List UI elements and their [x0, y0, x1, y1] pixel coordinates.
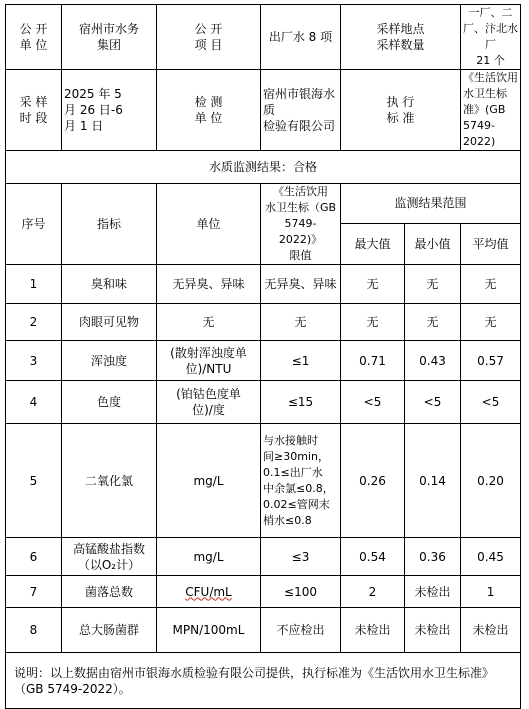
row-seq: 4 [6, 381, 62, 424]
row-avg: 1 [461, 576, 521, 608]
test-unit-label: 检 测 单 位 [157, 70, 261, 151]
standard-label: 执 行 标 准 [341, 70, 461, 151]
disclose-unit-value: 宿州市水务 集团 [62, 5, 157, 70]
table-row [6, 576, 521, 608]
row-max: 0.26 [341, 424, 405, 538]
sampling-label: 采样地点 采样数量 [341, 5, 461, 70]
row-avg: 未检出 [461, 608, 521, 653]
row-min: 无 [405, 304, 461, 341]
row-limit: 无 [261, 304, 341, 341]
table-row [6, 304, 521, 341]
row-indicator: 臭和味 [62, 265, 157, 304]
row-indicator: 色度 [62, 381, 157, 424]
result-summary: 水质监测结果：合格 [6, 151, 521, 184]
column-header-row-1 [6, 184, 521, 224]
row-max: 0.54 [341, 538, 405, 576]
row-unit: 无异臭、异味 [157, 265, 261, 304]
row-limit: 与水接触时 间≥30min， 0.1≤出厂水 中余氯≤0.8， 0.02≤管网末 梢水≤0.8 [261, 424, 341, 538]
row-seq: 8 [6, 608, 62, 653]
water-quality-report-table [5, 4, 521, 709]
table-row [6, 608, 521, 653]
row-unit: MPN/100mL [157, 608, 261, 653]
col-min-header: 最小值 [405, 223, 461, 264]
table-row [6, 341, 521, 381]
row-indicator: 浑浊度 [62, 341, 157, 381]
disclose-item-label: 公 开 项 目 [157, 5, 261, 70]
test-unit-value: 宿州市银海水质 检验有限公司 [261, 70, 341, 151]
standard-value: 《生活饮用水卫生标 准》(GB 5749-2022) [461, 70, 521, 151]
row-avg: 0.57 [461, 341, 521, 381]
table-row [6, 538, 521, 576]
row-seq: 2 [6, 304, 62, 341]
row-min: 无 [405, 265, 461, 304]
row-min: 0.14 [405, 424, 461, 538]
header-row-2 [6, 70, 521, 151]
row-max: 无 [341, 304, 405, 341]
disclose-item-value: 出厂水 8 项 [261, 5, 341, 70]
row-indicator: 二氧化氯 [62, 424, 157, 538]
col-indicator-header: 指标 [62, 184, 157, 265]
row-limit: ≤15 [261, 381, 341, 424]
row-seq: 7 [6, 576, 62, 608]
row-seq: 6 [6, 538, 62, 576]
col-unit-header: 单位 [157, 184, 261, 265]
summary-row [6, 151, 521, 184]
note-text: 说明：以上数据由宿州市银海水质检验有限公司提供，执行标准为《生活饮用水卫生标准》 （GB 5749-2022）。 [6, 653, 521, 709]
row-unit: (散射浑浊度单 位)/NTU [157, 341, 261, 381]
table-row [6, 265, 521, 304]
sampling-value: 一厂、二厂、汴北水厂 21 个 [461, 5, 521, 70]
col-range-header: 监测结果范围 [341, 184, 521, 224]
row-unit: 无 [157, 304, 261, 341]
row-seq: 1 [6, 265, 62, 304]
row-min: 0.36 [405, 538, 461, 576]
row-min: <5 [405, 381, 461, 424]
sampling-time-value: 2025 年 5 月 26 日-6 月 1 日 [62, 70, 157, 151]
table-row [6, 424, 521, 538]
header-row-1 [6, 5, 521, 70]
row-max: 2 [341, 576, 405, 608]
row-limit: ≤1 [261, 341, 341, 381]
row-max: 未检出 [341, 608, 405, 653]
row-seq: 5 [6, 424, 62, 538]
row-avg: 0.20 [461, 424, 521, 538]
row-avg: 无 [461, 304, 521, 341]
row-unit-text: CFU/mL [185, 584, 232, 599]
sampling-time-label: 采 样 时 段 [6, 70, 62, 151]
row-indicator: 肉眼可见物 [62, 304, 157, 341]
row-max: 0.71 [341, 341, 405, 381]
row-avg: 0.45 [461, 538, 521, 576]
row-min: 未检出 [405, 576, 461, 608]
disclose-unit-label: 公 开 单 位 [6, 5, 62, 70]
row-max: 无 [341, 265, 405, 304]
row-max: <5 [341, 381, 405, 424]
row-limit: ≤3 [261, 538, 341, 576]
row-min: 0.43 [405, 341, 461, 381]
row-limit: ≤100 [261, 576, 341, 608]
row-limit: 无异臭、异味 [261, 265, 341, 304]
row-indicator: 高锰酸盐指数 （以O₂计） [62, 538, 157, 576]
row-unit: mg/L [157, 538, 261, 576]
row-min: 未检出 [405, 608, 461, 653]
col-max-header: 最大值 [341, 223, 405, 264]
row-indicator: 总大肠菌群 [62, 608, 157, 653]
col-seq-header: 序号 [6, 184, 62, 265]
row-unit: (铂钴色度单 位)/度 [157, 381, 261, 424]
col-limit-header: 《生活饮用 水卫生标（GB 5749-2022)》 限值 [261, 184, 341, 265]
row-avg: 无 [461, 265, 521, 304]
row-limit: 不应检出 [261, 608, 341, 653]
table-row [6, 381, 521, 424]
row-indicator: 菌落总数 [62, 576, 157, 608]
row-unit: mg/L [157, 424, 261, 538]
col-avg-header: 平均值 [461, 223, 521, 264]
row-unit [157, 576, 261, 608]
row-avg: <5 [461, 381, 521, 424]
row-seq: 3 [6, 341, 62, 381]
